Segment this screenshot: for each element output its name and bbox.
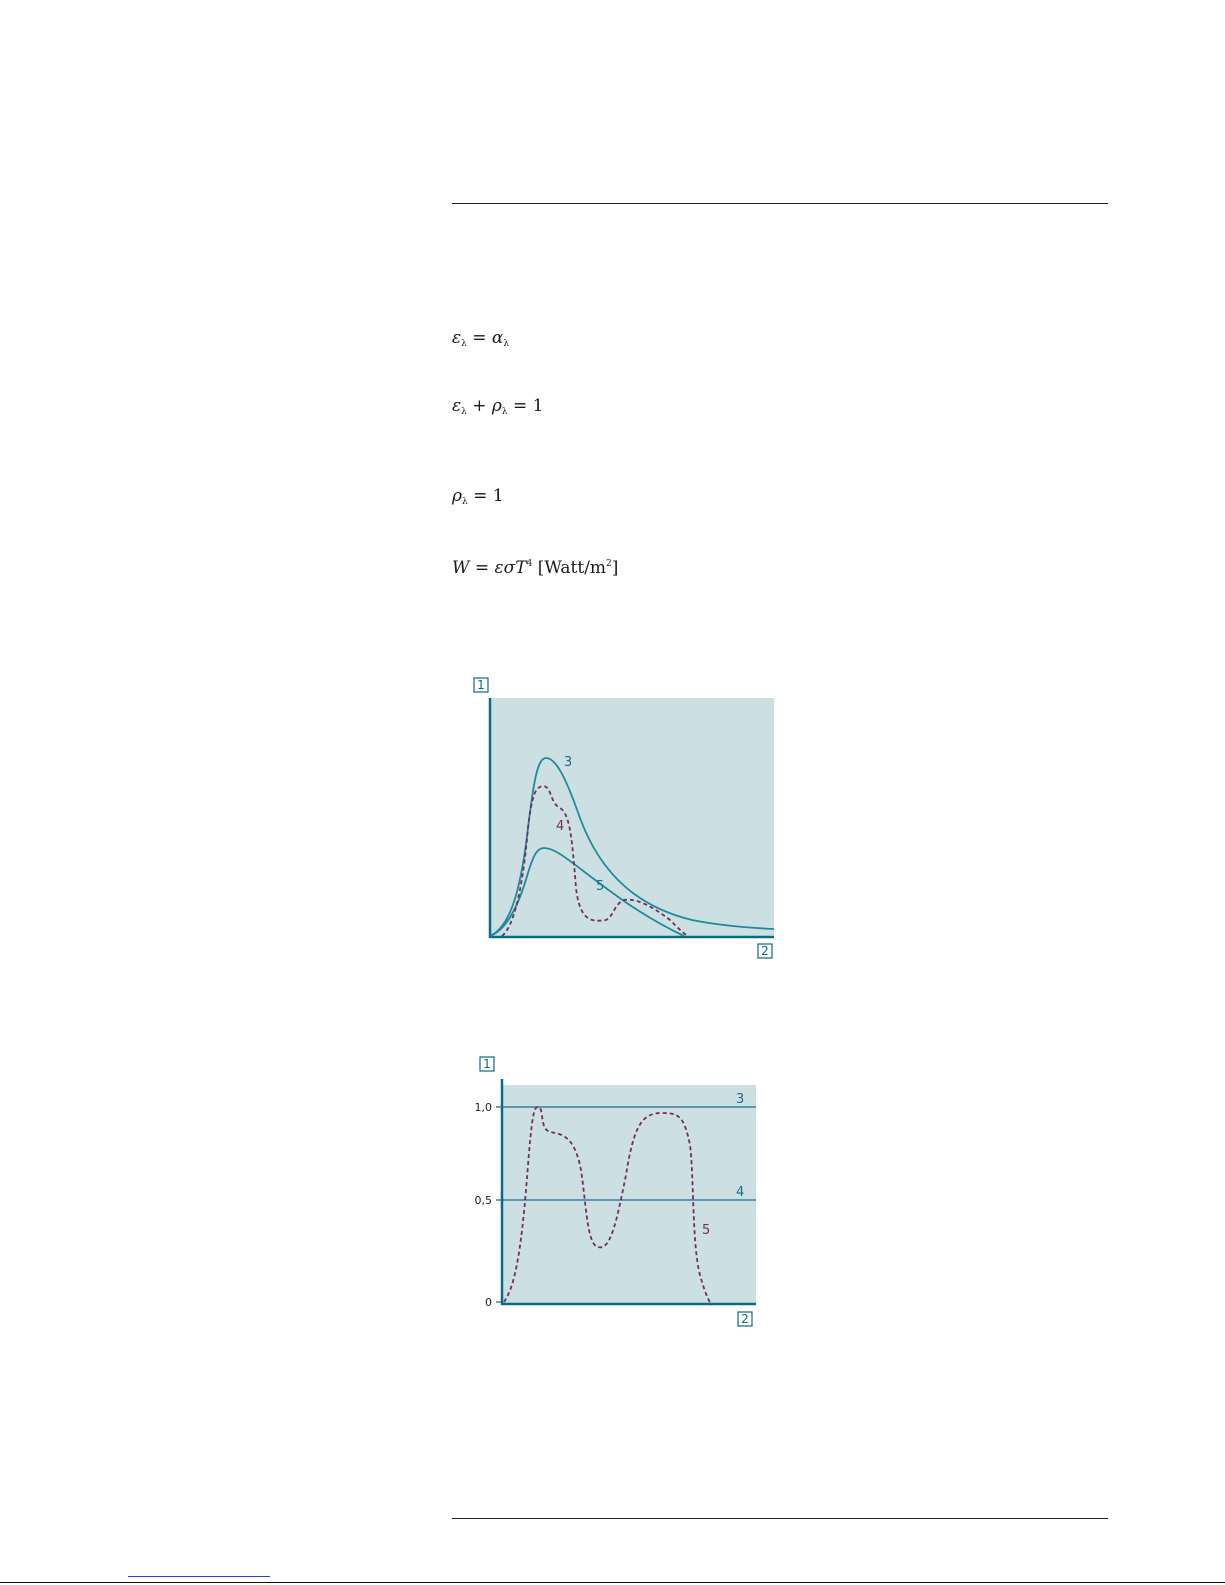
curve-label-3: 3 <box>564 755 573 770</box>
line-label-4: 4 <box>736 1185 745 1200</box>
plot-panel <box>502 1085 756 1304</box>
y-axis-box-label: 1 <box>483 1057 491 1071</box>
curve-label-4: 4 <box>556 819 565 834</box>
page-bottom-border <box>0 1582 1225 1583</box>
equation-kirchhoff: $\varepsilon_\lambda = \alpha_\lambda$ <box>452 328 510 349</box>
figure-spectral-emissivity-graphic <box>462 1045 782 1365</box>
y-axis-box-label: 1 <box>477 678 485 692</box>
y-tick-0-5: 0,5 <box>474 1194 492 1207</box>
x-axis-box-label: 2 <box>761 944 769 958</box>
figure-spectral-emittance <box>462 658 782 982</box>
x-axis-box-label: 2 <box>741 1312 749 1326</box>
y-tick-0: 0 <box>485 1296 492 1309</box>
line-label-3: 3 <box>736 1092 745 1107</box>
top-rule <box>452 203 1108 204</box>
equation-perfect-mirror: $\rho_\lambda = 1$ <box>452 486 504 507</box>
footer-link-underline[interactable] <box>128 1576 270 1577</box>
figure-spectral-emittance-graphic <box>462 658 782 978</box>
line-label-5: 5 <box>702 1223 711 1238</box>
curve-label-5: 5 <box>596 879 605 894</box>
figure-spectral-emissivity <box>462 1045 782 1369</box>
equation-emissivity-reflectance: $\varepsilon_\lambda + \rho_\lambda = 1$ <box>452 396 544 417</box>
y-tick-1-0: 1,0 <box>474 1101 492 1114</box>
equation-stefan-boltzmann-grey: W = εσT$^4$ $[Watt/m^2]$ <box>452 558 619 578</box>
bottom-rule <box>452 1518 1108 1519</box>
